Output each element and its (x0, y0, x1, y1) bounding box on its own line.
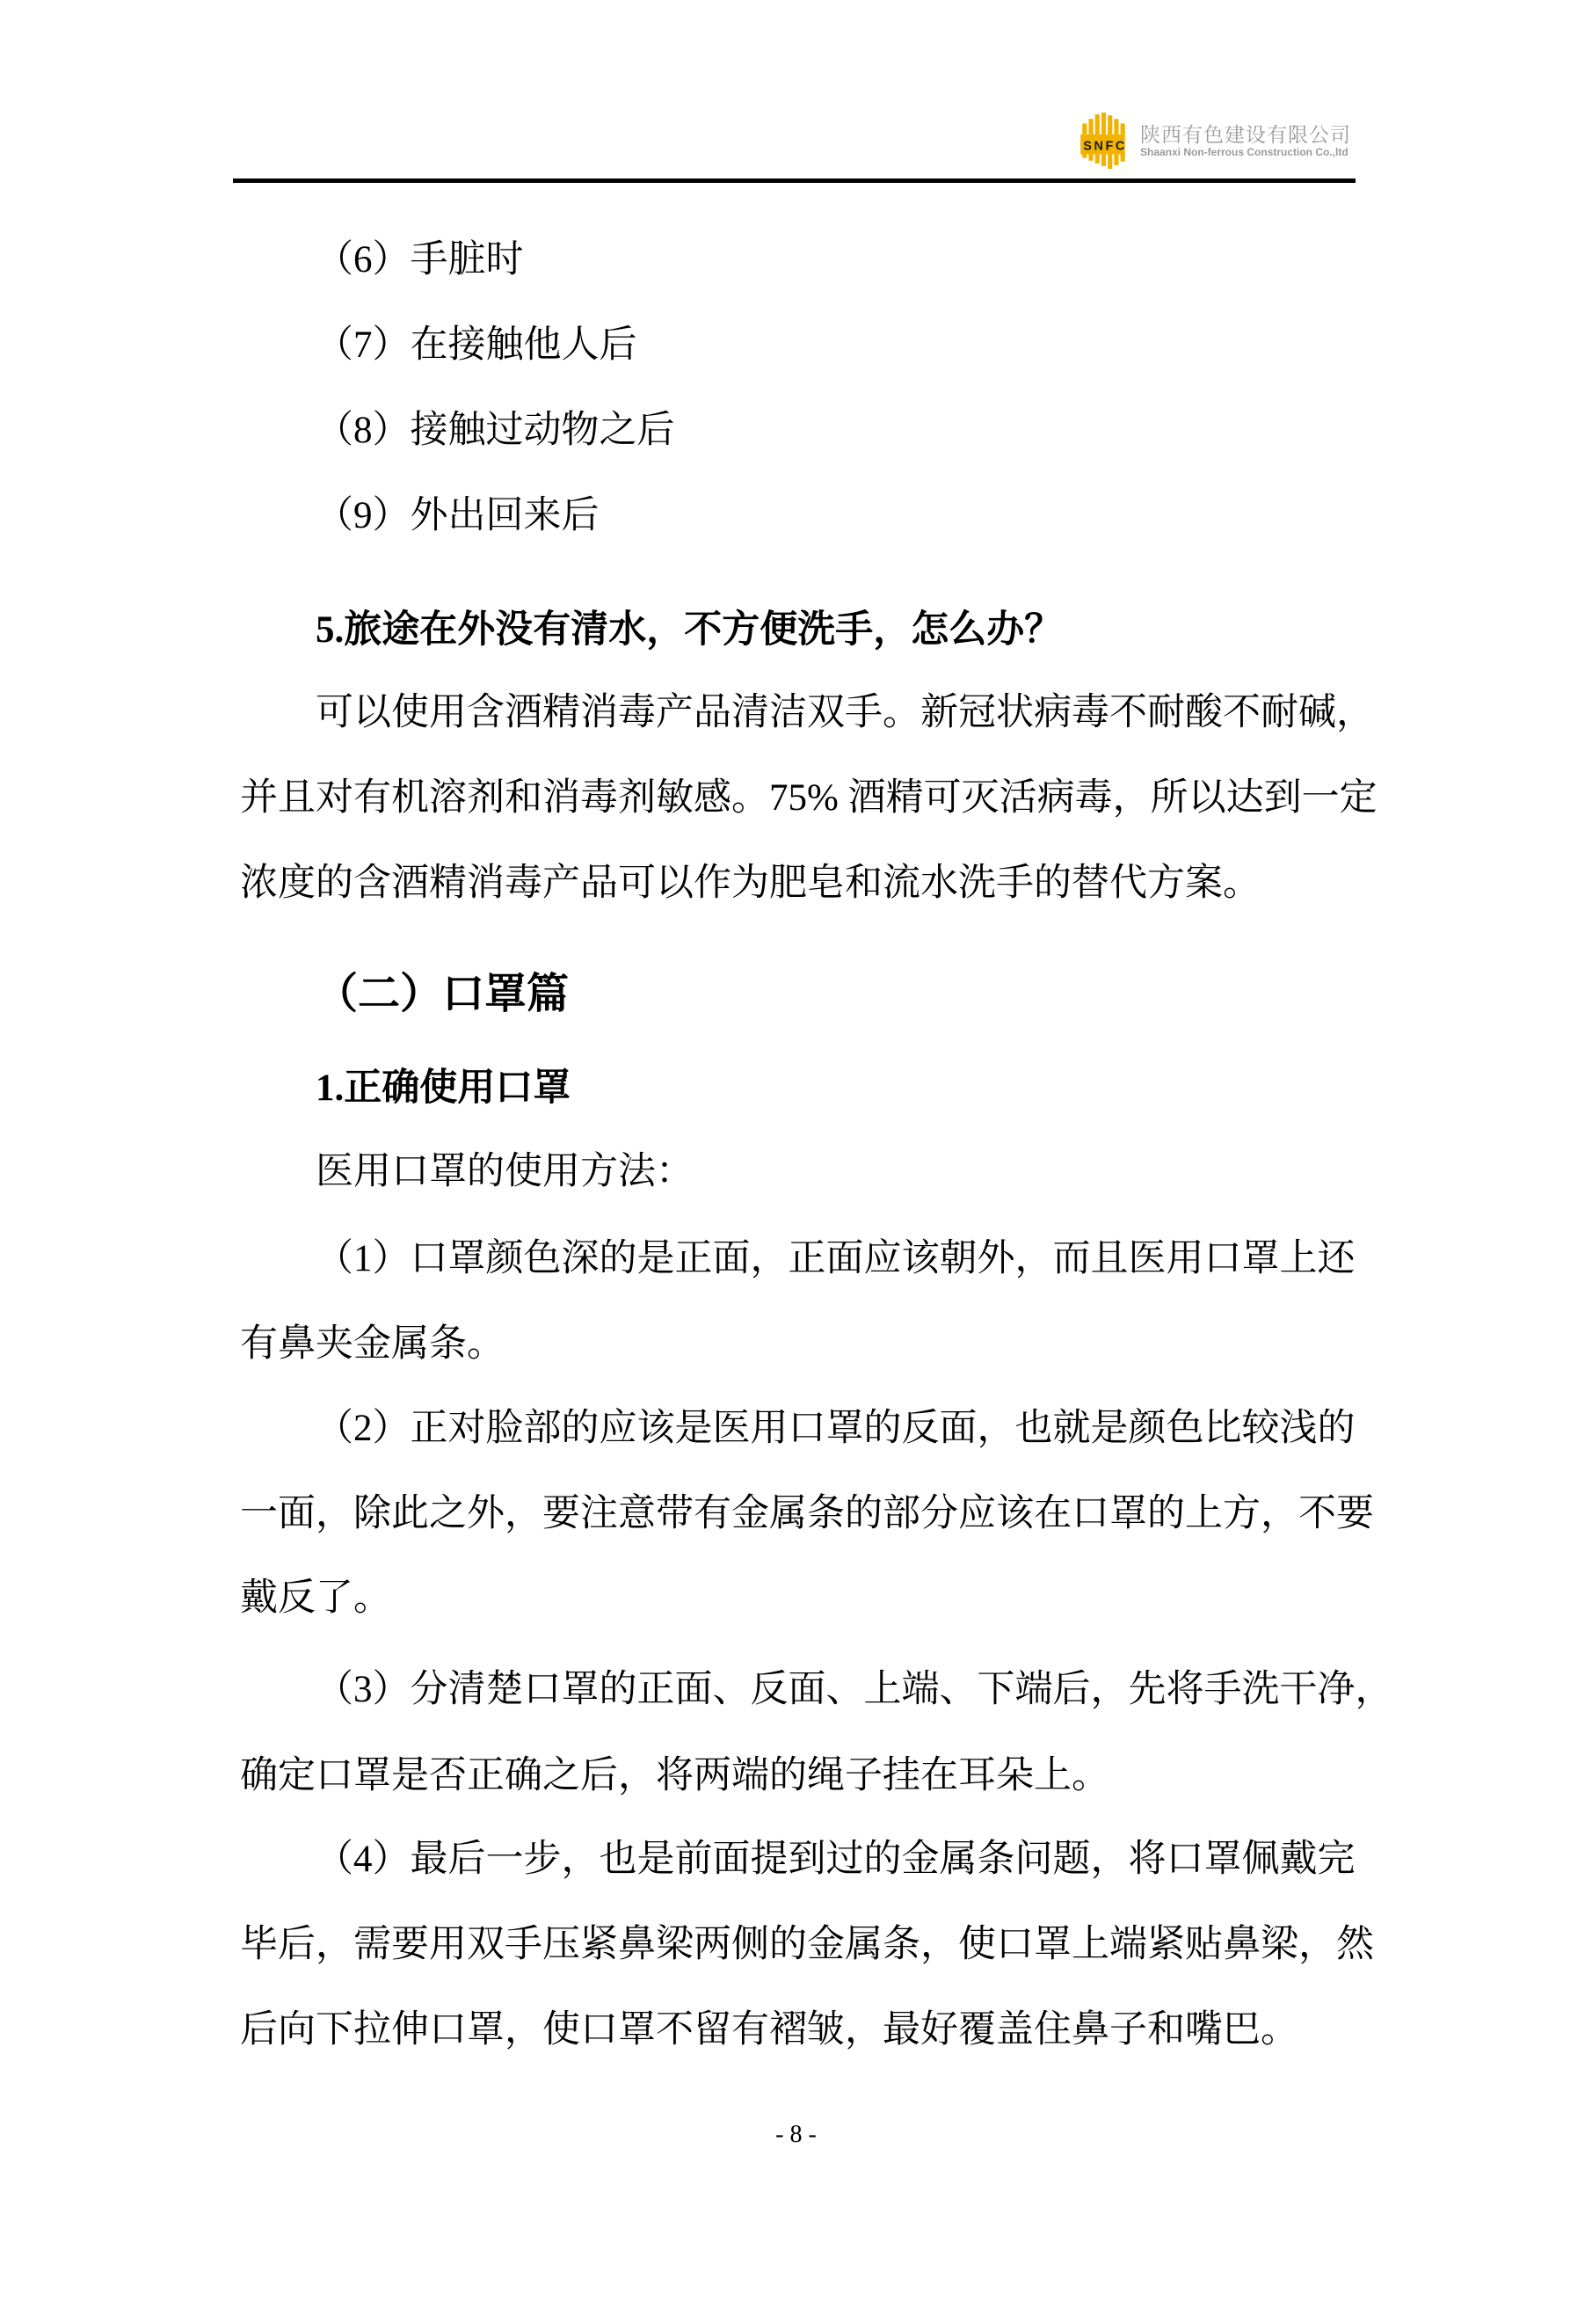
list-item-4: （4）最后一步，也是前面提到过的金属条问题，将口罩佩戴完 (316, 1839, 1356, 1880)
company-logo-text (1140, 123, 1351, 159)
list-item-7: （7）在接触他人后 (316, 324, 637, 366)
list-item-2: （2）正对脸部的应该是医用口罩的反面，也就是颜色比较浅的 (316, 1408, 1356, 1449)
paragraph-line: 一面，除此之外，要注意带有金属条的部分应该在口罩的上方，不要 (240, 1493, 1374, 1534)
company-logo (1080, 113, 1351, 169)
company-name-cn: 陕西有色建设有限公司 (1140, 122, 1351, 146)
paragraph-line: 确定口罩是否正确之后，将两端的绳子挂在耳朵上。 (240, 1755, 1109, 1796)
paragraph-line: 毕后，需要用双手压紧鼻梁两侧的金属条，使口罩上端紧贴鼻梁，然 (240, 1924, 1374, 1965)
heading-question-5: 5.旅途在外没有清水，不方便洗手，怎么办？ (316, 609, 1063, 651)
paragraph-line: 医用口罩的使用方法： (316, 1151, 694, 1192)
company-name-en: Shaanxi Non-ferrous Construction Co.,ltd (1140, 145, 1348, 158)
heading-correct-mask-use: 1.正确使用口罩 (316, 1067, 571, 1109)
heading-section-masks: （二）口罩篇 (316, 971, 570, 1017)
page-number: - 8 - (775, 2121, 817, 2148)
paragraph-line: 可以使用含酒精消毒产品清洁双手。新冠状病毒不耐酸不耐碱， (316, 692, 1374, 733)
list-item-6: （6）手脏时 (316, 239, 524, 280)
paragraph-line: 浓度的含酒精消毒产品可以作为肥皂和流水洗手的替代方案。 (240, 863, 1261, 904)
list-item-3: （3）分清楚口罩的正面、反面、上端、下端后，先将手洗干净， (316, 1669, 1393, 1710)
list-item-1: （1）口罩颜色深的是正面，正面应该朝外，而且医用口罩上还 (316, 1238, 1356, 1279)
paragraph-line: 有鼻夹金属条。 (240, 1323, 505, 1365)
paragraph-line: 戴反了。 (240, 1577, 391, 1619)
snfc-logo-abbr: SNFC (1083, 139, 1127, 154)
list-item-9: （9）外出回来后 (316, 495, 600, 536)
paragraph-line: 后向下拉伸口罩，使口罩不留有褶皱，最好覆盖住鼻子和嘴巴。 (240, 2009, 1298, 2051)
paragraph-line: 并且对有机溶剂和消毒剂敏感。75% 酒精可灭活病毒，所以达到一定 (240, 777, 1378, 819)
snfc-logo-icon (1080, 113, 1129, 169)
list-item-8: （8）接触过动物之后 (316, 410, 675, 451)
header-divider (233, 178, 1356, 183)
